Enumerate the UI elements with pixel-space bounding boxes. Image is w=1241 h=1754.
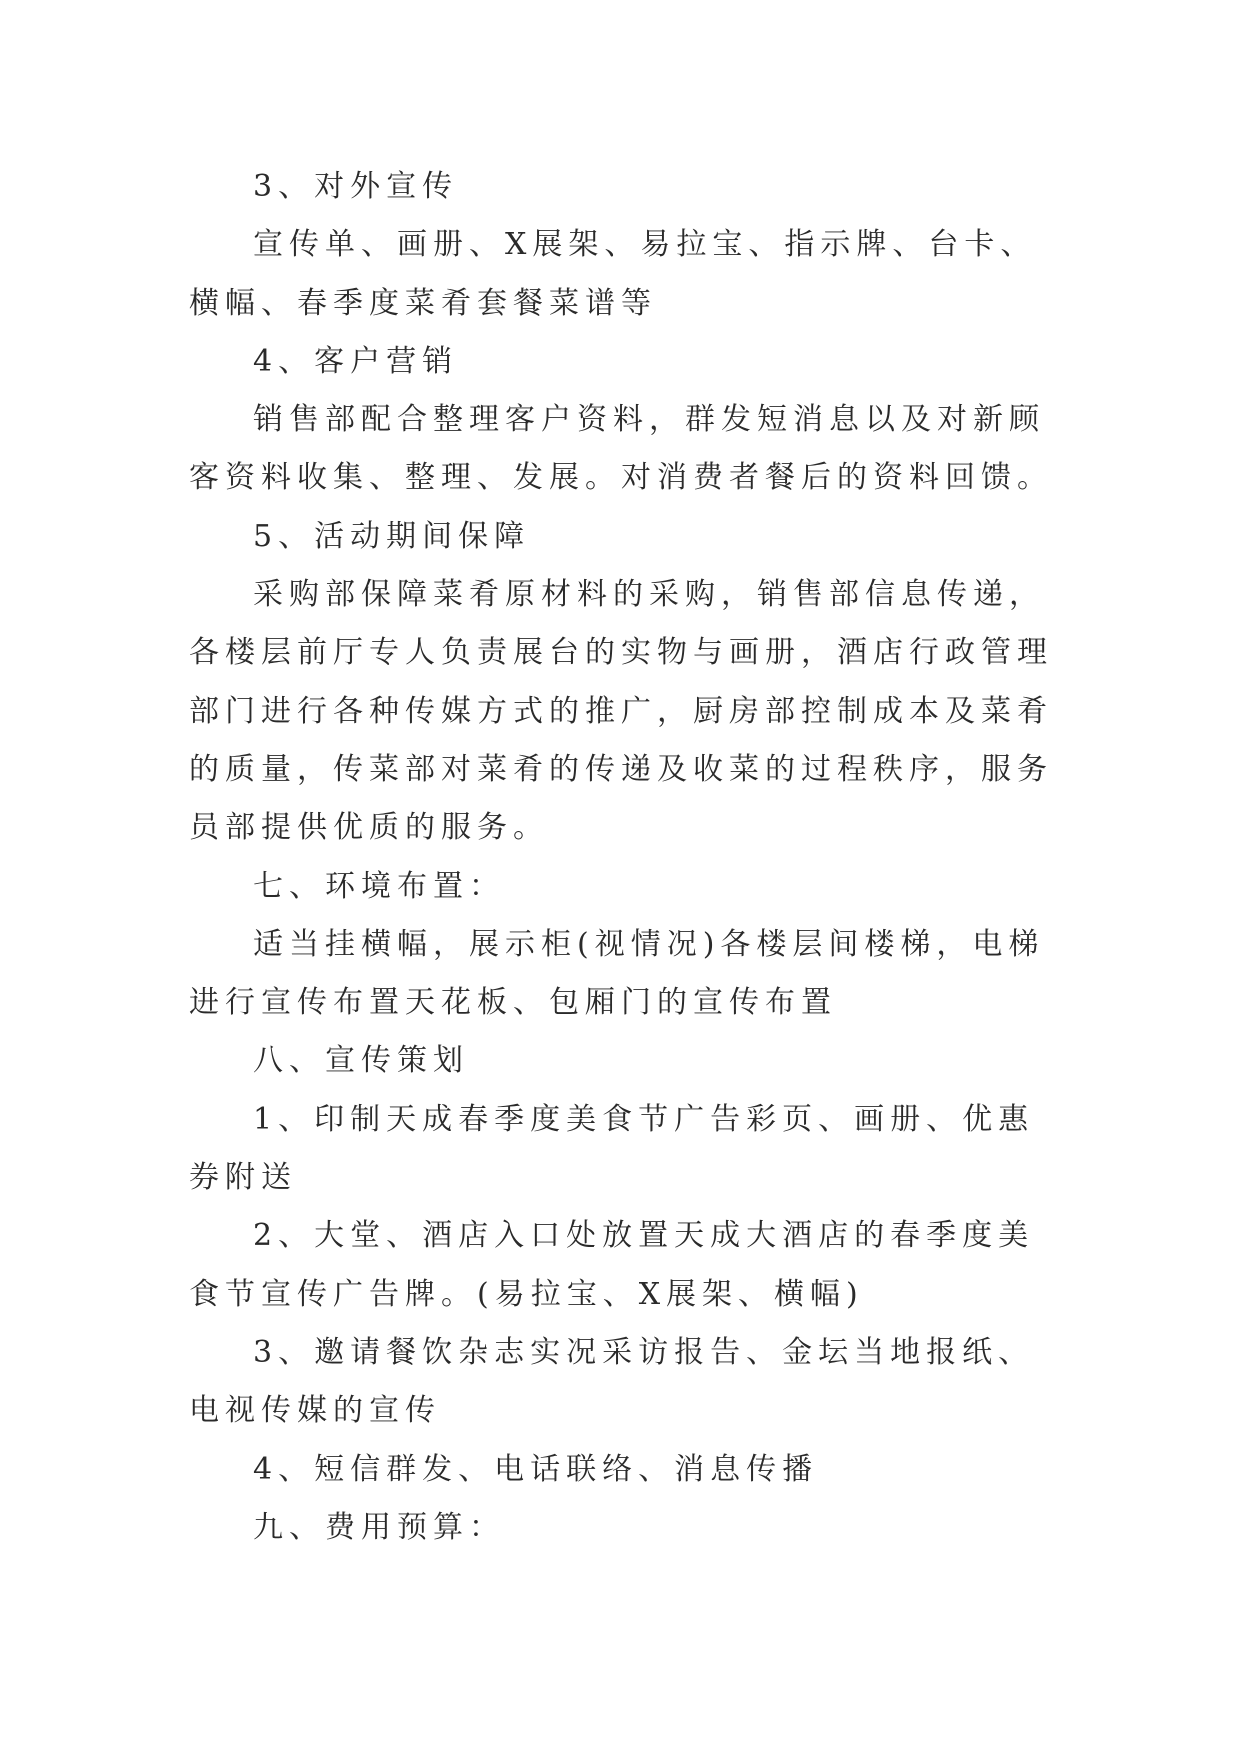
paragraph-event-support: 采购部保障菜肴原材料的采购，销售部信息传递，各楼层前厅专人负责展台的实物与画册，酒店行政管理部门进行各种传媒方式的推广，厨房部控制成本及菜肴的质量，传菜部对菜肴的传递及收菜的过程秩序，服务员部提供优质的服务。 <box>189 577 1053 846</box>
paragraph-promotion-materials: 宣传单、画册、X展架、易拉宝、指示牌、台卡、横幅、春季度菜肴套餐菜谱等 <box>189 227 1037 321</box>
section-heading-event-support: 5、活动期间保障 <box>253 518 531 554</box>
document-body <box>189 158 1057 1557</box>
section-heading-environment-layout: 七、环境布置： <box>253 868 505 904</box>
paragraph-planning-item-2: 2、大堂、酒店入口处放置天成大酒店的春季度美食节宣传广告牌。(易拉宝、X展架、横幅) <box>189 1218 1035 1312</box>
paragraph-planning-item-4: 4、短信群发、电话联络、消息传播 <box>253 1451 819 1487</box>
section-heading-promotion-planning: 八、宣传策划 <box>253 1043 469 1079</box>
paragraph-environment-layout: 适当挂横幅，展示柜(视情况)各楼层间楼梯，电梯进行宣传布置天花板、包厢门的宣传布置 <box>189 926 1045 1021</box>
section-heading-budget: 九、费用预算： <box>253 1509 505 1545</box>
paragraph-planning-item-1: 1、印制天成春季度美食节广告彩页、画册、优惠券附送 <box>189 1101 1035 1196</box>
section-heading-customer-marketing: 4、客户营销 <box>253 343 459 379</box>
paragraph-planning-item-3: 3、邀请餐饮杂志实况采访报告、金坛当地报纸、电视传媒的宣传 <box>189 1334 1035 1429</box>
paragraph-customer-marketing: 销售部配合整理客户资料，群发短消息以及对新顾客资料收集、整理、发展。对消费者餐后的资料回馈。 <box>189 402 1053 496</box>
section-heading-external-promotion: 3、对外宣传 <box>253 169 459 204</box>
